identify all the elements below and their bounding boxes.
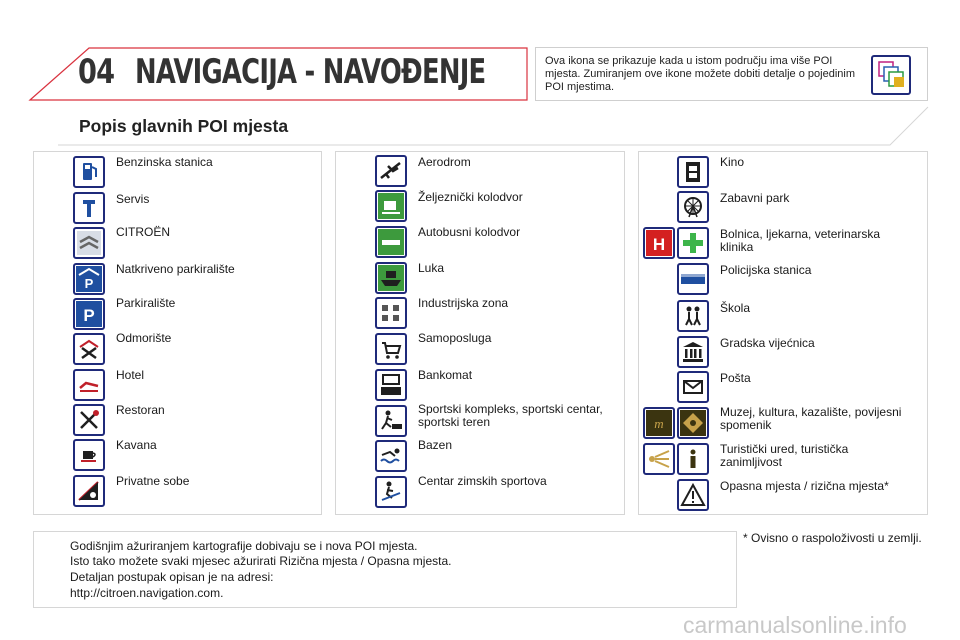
poi-label: Bazen [418, 438, 453, 452]
police-icon [677, 263, 709, 295]
poi-column-2 [335, 151, 625, 515]
poi-column-1 [33, 151, 322, 515]
poi-label: Kavana [116, 438, 157, 452]
poi-label: Muzej, kultura, kazalište, povijesni spomenik [720, 405, 902, 432]
poi-label: Luka [418, 261, 445, 275]
pharmacy-icon [677, 227, 709, 259]
update-info-box [33, 531, 737, 608]
poi-label: Autobusni kolodvor [418, 225, 521, 239]
poi-column-3 [638, 151, 928, 515]
covered-parking-icon [73, 263, 105, 295]
watermark: carmanualsonline.info [683, 612, 907, 638]
private-rooms-icon [73, 475, 105, 507]
town-hall-icon [677, 336, 709, 368]
tourist-attraction-icon [643, 443, 675, 475]
school-children-icon [677, 300, 709, 332]
svg-text:P: P [83, 306, 95, 325]
airport-plane-icon [375, 155, 407, 187]
poi-label: Industrijska zona [418, 296, 509, 310]
poi-label: Turistički ured, turistička zanimljivost [720, 442, 849, 469]
svg-text:m: m [654, 416, 664, 431]
poi-label: Željeznički kolodvor [418, 190, 523, 204]
poi-label: Bolnica, ljekarna, veterinarska klinika [720, 227, 881, 254]
poi-label: CITROËN [116, 225, 170, 239]
info-text: Ova ikona se prikazuje kada u istom području ima više POI mjesta. Zumiranjem ove ikone možete dobiti detalje o pojedinim POI mjestima. [545, 55, 855, 93]
poi-label: Restoran [116, 403, 165, 417]
post-envelope-icon [677, 371, 709, 403]
poi-label: Privatne sobe [116, 474, 190, 488]
poi-label: Sportski kompleks, sportski centar, sportski teren [418, 402, 603, 429]
train-station-icon [375, 190, 407, 222]
poi-label: Benzinska stanica [116, 155, 213, 169]
poi-label: Servis [116, 192, 150, 206]
shopping-cart-icon [375, 333, 407, 365]
footer-line: Detaljan postupak opisan je na adresi: [70, 570, 274, 584]
fuel-pump-icon [73, 156, 105, 188]
museum-culture-icon [643, 407, 675, 439]
chapter-number: 04 [78, 52, 115, 92]
poi-label: Hotel [116, 368, 145, 382]
poi-label: Odmorište [116, 331, 172, 345]
poi-label: Škola [720, 301, 751, 315]
poi-label: Samoposluga [418, 331, 492, 345]
hotel-bed-icon [73, 369, 105, 401]
bus-station-icon [375, 226, 407, 258]
harbour-ship-icon [375, 262, 407, 294]
svg-text:H: H [652, 235, 666, 254]
danger-zone-icon [677, 479, 709, 511]
poi-label: Zabavni park [720, 191, 790, 205]
section-title: Popis glavnih POI mjesta [79, 116, 289, 136]
footer-link[interactable]: http://citroen.navigation.com. [70, 586, 224, 600]
footer-line: Godišnjim ažuriranjem kartografije dobivaju se i nova POI mjesta. [70, 539, 418, 553]
rest-area-icon [73, 333, 105, 365]
tourist-info-icon [677, 443, 709, 475]
restaurant-icon [73, 404, 105, 436]
chapter-title: NAVIGACIJA - NAVOĐENJE [135, 52, 486, 92]
svg-text:P: P [84, 276, 94, 291]
footer-line: Isto tako možete svaki mjesec ažurirati Rizična mjesta / Opasna mjesta. [70, 554, 452, 568]
industrial-zone-icon [375, 297, 407, 329]
poi-label: Bankomat [418, 368, 473, 382]
historic-monument-icon [677, 407, 709, 439]
swimming-pool-icon [375, 440, 407, 472]
sport-runner-icon [375, 405, 407, 437]
coffee-cup-icon [73, 439, 105, 471]
footnote: * Ovisno o raspoloživosti u zemlji. [743, 531, 922, 545]
info-box [535, 47, 928, 101]
poi-label: Parkiralište [116, 296, 176, 310]
poi-label: Centar zimskih sportova [418, 474, 547, 488]
poi-label: Aerodrom [418, 155, 471, 169]
poi-label: Opasna mjesta / rizična mjesta* [720, 479, 889, 493]
poi-label: Gradska vijećnica [720, 336, 815, 350]
ferris-wheel-icon [677, 191, 709, 223]
atm-icon [375, 369, 407, 401]
poi-label: Natkriveno parkiralište [116, 262, 235, 276]
winter-sports-icon [375, 476, 407, 508]
citroen-logo-icon [73, 227, 105, 259]
poi-label: Kino [720, 155, 745, 169]
parking-icon [73, 298, 105, 330]
service-wrench-icon [73, 192, 105, 224]
cinema-film-icon [677, 156, 709, 188]
poi-label: Policijska stanica [720, 263, 812, 277]
poi-label: Pošta [720, 371, 751, 385]
hospital-icon [643, 227, 675, 259]
multiple-poi-icon [871, 55, 911, 95]
